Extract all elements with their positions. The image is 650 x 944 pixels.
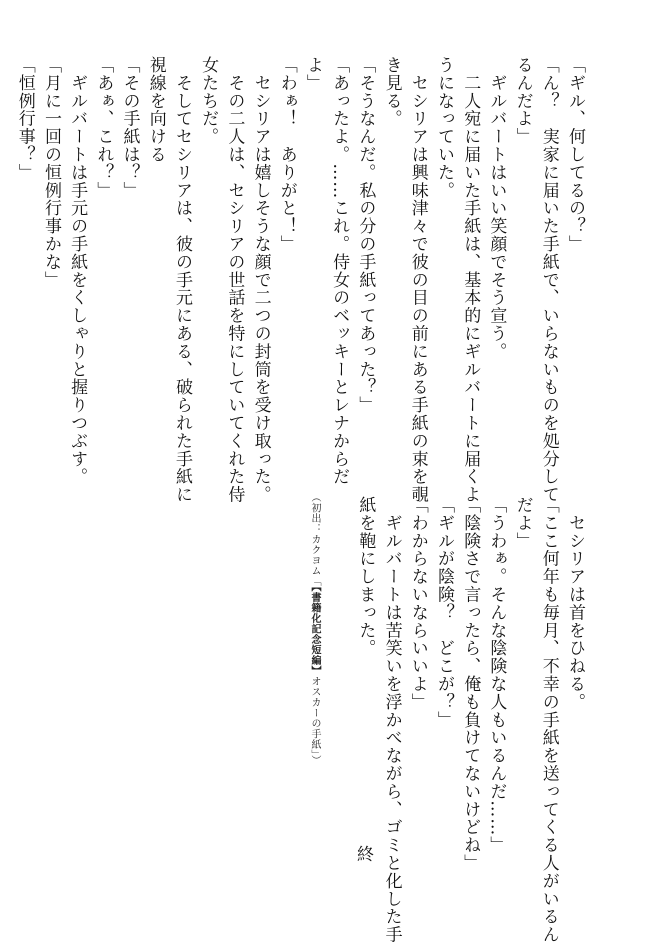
credit-suffix: オスカーの手紙」） xyxy=(309,676,320,766)
text-line: 「その手紙は？」 xyxy=(119,56,140,200)
text-line: 「陰険さで言ったら、俺も負けてないけどね」 xyxy=(460,496,481,872)
text-line: ギルバートはいい笑顔でそう宣う。 xyxy=(486,56,507,361)
text-line: 「ん？ 実家に届いた手紙で、いらないものを処分して xyxy=(538,56,559,504)
text-line: き見る。 xyxy=(381,56,402,128)
publication-credit xyxy=(307,492,321,822)
text-line: 「ギルが陰険？ どこが？」 xyxy=(433,496,454,729)
text-line: 女たちだ。 xyxy=(198,56,219,146)
text-line: ギルバートは手元の手紙をくしゃりと握りつぶす。 xyxy=(67,56,88,486)
text-line: るんだよ」 xyxy=(512,56,533,146)
text-line: 「そうなんだ。私の分の手紙ってあった？」 xyxy=(355,56,376,414)
text-line: セシリアは興味津々で彼の目の前にある手紙の束を覗 xyxy=(407,56,428,504)
text-line: 「うわぁ。そんな陰険な人もいるんだ……」 xyxy=(486,496,507,854)
text-line: 紙を鞄にしまった。 xyxy=(355,496,376,658)
main-text-upper xyxy=(12,56,588,504)
text-line: 「恒例行事？」 xyxy=(14,56,35,182)
text-line: 「あぁ、これ？」 xyxy=(93,56,114,200)
text-line: うになっていた。 xyxy=(433,56,454,200)
text-line: だよ」 xyxy=(512,496,533,550)
text-line: 「ここ何年も毎月、不幸の手紙を送ってくる人がいるん xyxy=(538,496,559,944)
text-line: 二人宛に届いた手紙は、基本的にギルバートに届くよ xyxy=(460,56,481,504)
text-line: その二人は、セシリアの世話を特にしていてくれた侍 xyxy=(224,56,245,504)
text-line: セシリアは嬉しそうな顔で二つの封筒を受け取った。 xyxy=(250,56,271,504)
text-line: 「わからないならいいよ」 xyxy=(407,496,428,711)
text-line: 「わぁ！ ありがと！」 xyxy=(276,56,297,253)
text-line: よ」 xyxy=(302,56,323,92)
text-line: 「ギル、何してるの？」 xyxy=(565,56,585,253)
text-line: 「月に一回の恒例行事かな」 xyxy=(40,56,61,289)
text-line: セシリアは首をひねる。 xyxy=(565,496,585,711)
text-line: 「あったよ。……これ。侍女のベッキーとレナからだ xyxy=(329,56,350,486)
text-line: そしてセシリアは、彼の手元にある、破られた手紙に xyxy=(171,56,192,504)
main-text-lower xyxy=(352,496,588,944)
credit-highlight: 【書籍化記念短編】 xyxy=(309,586,320,676)
text-line: ギルバートは苦笑いを浮かべながら、ゴミと化した手 xyxy=(381,496,402,944)
end-mark: 終 xyxy=(353,845,373,862)
text-line: 視線を向ける xyxy=(145,56,166,164)
credit-prefix: （初出：カクヨム「 xyxy=(309,492,320,587)
